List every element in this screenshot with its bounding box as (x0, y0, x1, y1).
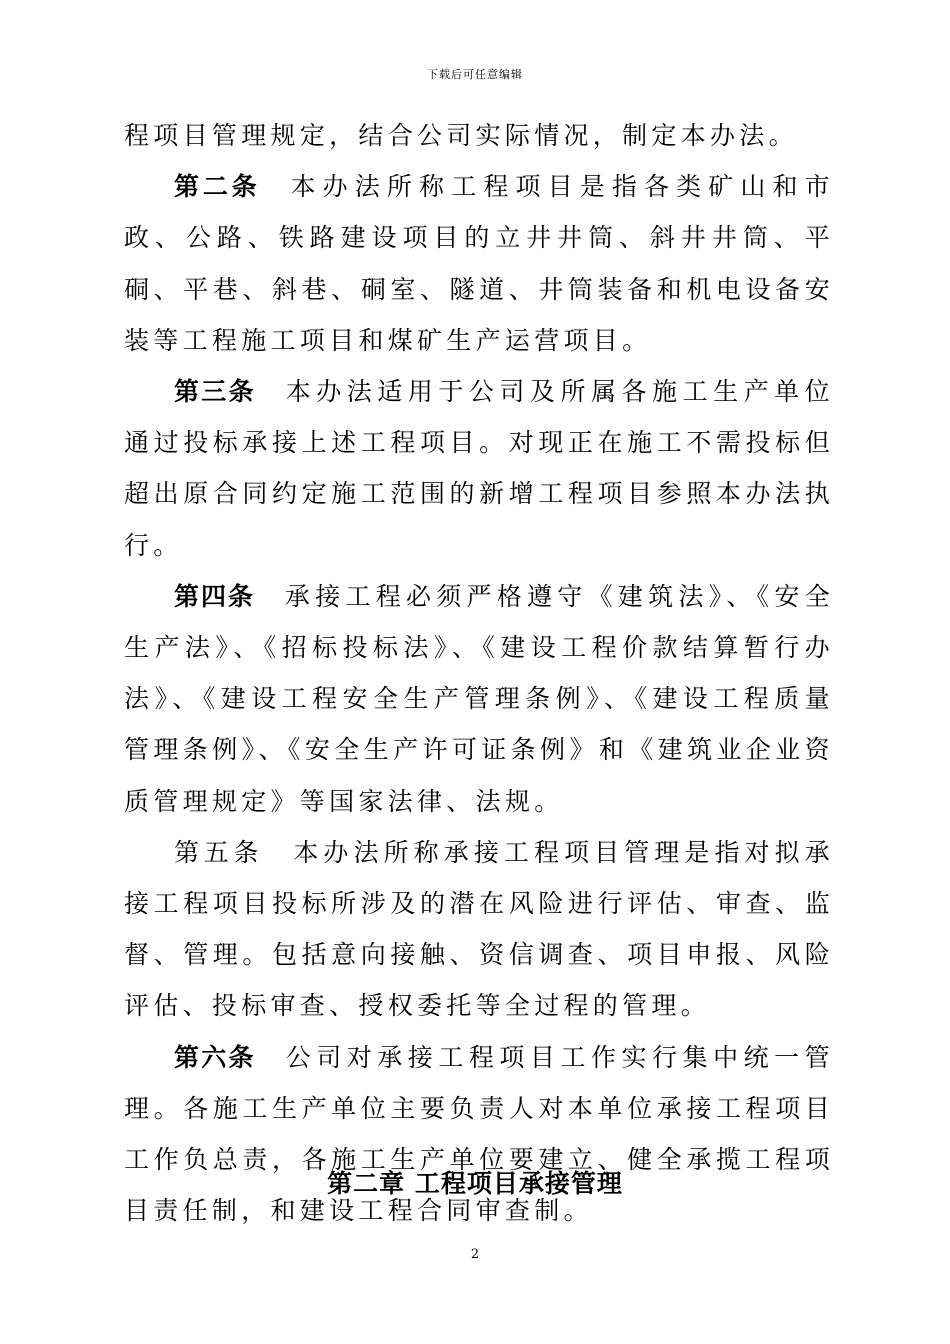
article-number: 第二条 (174, 172, 261, 202)
paragraph-text: 程项目管理规定，结合公司实际情况，制定本办法。 (124, 121, 798, 150)
article-4 (124, 571, 834, 827)
chapter-title: 第二章 工程项目承接管理 (327, 1169, 623, 1198)
page-number: 2 (470, 1247, 480, 1262)
article-number: 第五条 (174, 837, 264, 867)
article-number: 第四条 (174, 581, 255, 611)
article-text: 承接工程必须严格遵守《建筑法》、《安全生产法》、《招标投标法》、《建设工程价款结算暂行办法》、《建设工程安全生产管理条例》、《建设工程质量管理条例》、《安全生产许可证条例》和《建筑业企业资质管理规定》等国家法律、法规。 (124, 581, 834, 816)
document-body (124, 110, 834, 1236)
article-text: 本办法所称承接工程项目管理是指对拟承接工程项目投标所涉及的潜在风险进行评估、审查、监督、管理。包括意向接触、资信调查、项目申报、风险评估、投标审查、授权委托等全过程的管理。 (124, 837, 834, 1021)
header-note: 下载后可任意编辑 (427, 68, 523, 81)
article-number: 第三条 (174, 377, 256, 407)
article-number: 第六条 (174, 1042, 256, 1072)
article-text: 公司对承接工程项目工作实行集中统一管理。各施工生产单位主要负责人对本单位承接工程项目工作负总责，各施工生产单位要建立、健全承揽工程项目责任制，和建设工程合同审查制。 (124, 1042, 834, 1226)
article-text: 本办法所称工程项目是指各类矿山和市政、公路、铁路建设项目的立井井筒、斜井井筒、平硐、平巷、斜巷、硐室、隧道、井筒装备和机电设备安装等工程施工项目和煤矿生产运营项目。 (124, 172, 834, 355)
article-3 (124, 366, 834, 571)
article-text: 本办法适用于公司及所属各施工生产单位通过投标承接上述工程项目。对现正在施工不需投标但超出原合同约定施工范围的新增工程项目参照本办法执行。 (124, 377, 834, 560)
paragraph-continuation (124, 110, 834, 161)
article-2 (124, 161, 834, 366)
article-6 (124, 1032, 834, 1237)
article-5 (124, 827, 834, 1032)
